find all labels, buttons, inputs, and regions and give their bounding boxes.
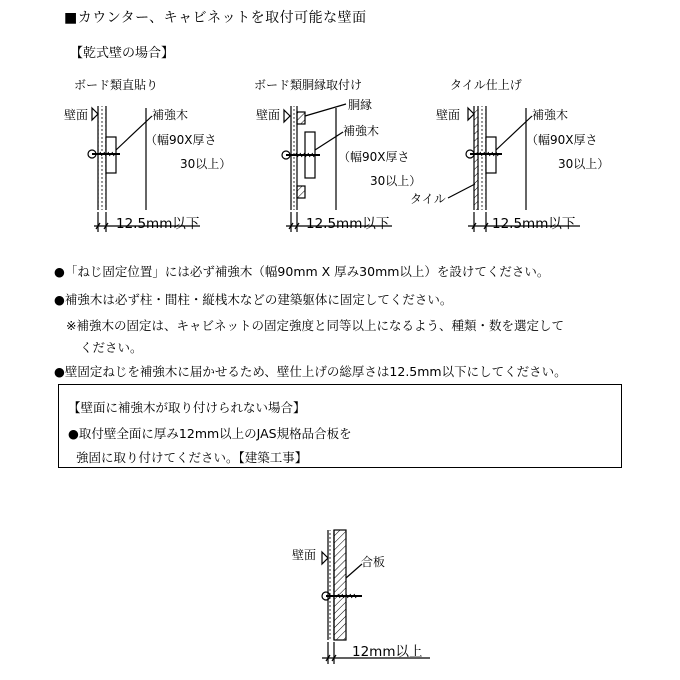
d1-dimension: 12.5mm以下 — [116, 216, 200, 232]
page-heading: ■カウンター、キャビネットを取付可能な壁面 — [64, 10, 367, 26]
d3-dimension: 12.5mm以下 — [492, 216, 576, 232]
diagram-board-furring — [282, 104, 392, 232]
note-screw-position: ●「ねじ固定位置」には必ず補強木（幅90mm X 厚み30mm以上）を設けてください。 — [54, 264, 550, 279]
note-strength-line2: ください。 — [80, 340, 143, 355]
d3-spec-line1: （幅90X厚さ — [526, 133, 598, 147]
d1-spec-line1: （幅90X厚さ — [145, 133, 217, 147]
d3-wood-label: 補強木 — [532, 108, 569, 122]
box-line1: ●取付壁全面に厚み12mm以上のJAS規格品合板を — [68, 426, 352, 441]
dry-wall-heading: 【乾式壁の場合】 — [70, 46, 175, 61]
note-fix-to-structure: ●補強木は必ず柱・間柱・縦桟木などの建築躯体に固定してください。 — [54, 292, 453, 307]
d1-spec-line2: 30以上） — [180, 157, 232, 171]
d1-wall-label: 壁面 — [64, 108, 89, 122]
d3-wall-label: 壁面 — [436, 108, 461, 122]
box-title: 【壁面に補強木が取り付けられない場合】 — [68, 400, 306, 415]
note-total-thickness: ●壁固定ねじを補強木に届かせるため、壁仕上げの総厚さは12.5mm以下にしてください。 — [54, 364, 567, 379]
plywood-label: 合板 — [361, 555, 386, 569]
d3-tile-label: タイル — [410, 192, 446, 206]
d2-title: ボード類胴縁取付け — [254, 78, 363, 92]
d1-wood-label: 補強木 — [152, 108, 189, 122]
note-strength-line1: ※補強木の固定は、キャビネットの固定強度と同等以上になるよう、種類・数を選定して — [66, 318, 564, 333]
d2-spec-line1: （幅90X厚さ — [338, 150, 410, 164]
d2-spec-line2: 30以上） — [370, 174, 422, 188]
box-line2: 強固に取り付けてください。【建築工事】 — [76, 450, 308, 465]
d2-wall-label: 壁面 — [256, 108, 281, 122]
diagram-board-direct — [88, 106, 200, 232]
plywood-wall-label: 壁面 — [292, 548, 317, 562]
d3-spec-line2: 30以上） — [558, 157, 610, 171]
diagram-plywood — [322, 530, 430, 664]
diagram-tile-finish — [448, 106, 580, 232]
d2-furring-label: 胴縁 — [348, 98, 373, 112]
d2-wood-label: 補強木 — [343, 124, 380, 138]
d2-dimension: 12.5mm以下 — [306, 216, 390, 232]
d3-title: タイル仕上げ — [450, 78, 522, 92]
d1-title: ボード類直貼り — [74, 78, 159, 92]
plywood-dimension: 12mm以上 — [352, 644, 423, 660]
